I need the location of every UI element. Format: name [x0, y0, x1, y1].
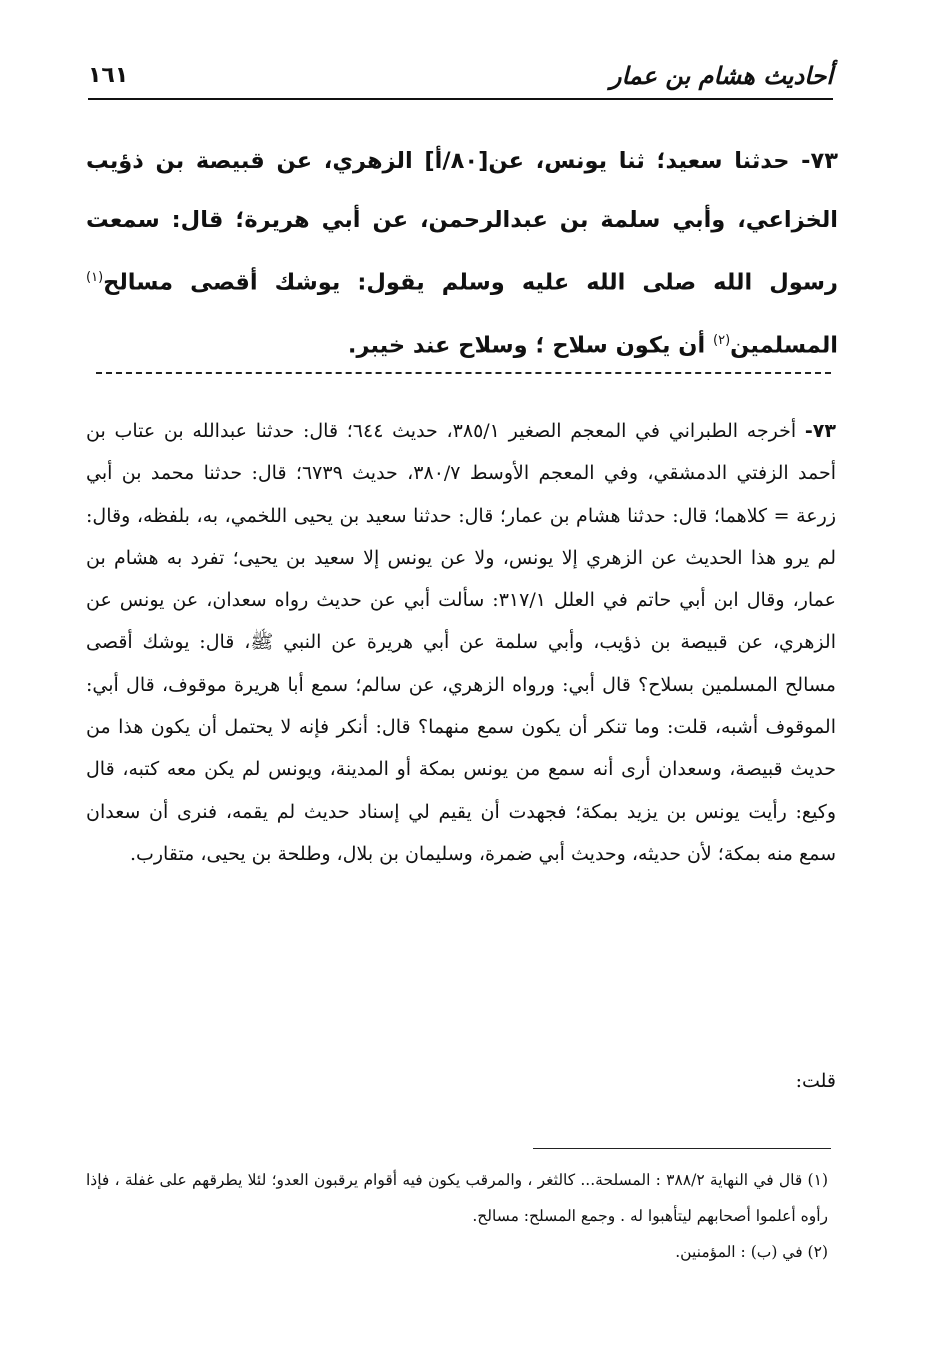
footnote-ref-1: (١) [86, 270, 104, 285]
commentary-closing: قلت: [795, 1070, 836, 1092]
footnote-2: (٢) في (ب) : المؤمنين. [675, 1243, 828, 1261]
commentary-body: أخرجه الطبراني في المعجم الصغير ٣٨٥/١، حديث ٦٤٤؛ قال: حدثنا عبدالله بن عتاب بن أحمد الزفتي الدمشقي، وفي المعجم الأوسط ٣٨٠/٧، حديث ٦٧٣٩؛ قال: حدثنا محمد بن أبي زرعة = كلاهما؛ قال: حدثنا هشام بن عمار؛ قال: حدثنا سعيد بن يحيى اللخمي، به، بلفظه، وقال: لم يرو هذا الحديث عن الزهري إلا يونس، ولا عن يونس إلا سعيد بن يحيى؛ تفرد به هشام بن عمار، وقال ابن أبي حاتم في العلل ٣١٧/١: سألت أبي عن حديث رواه سعدان، عن يونس عن الزهري، عن قبيصة بن ذؤيب، وأبي سلمة عن أبي هريرة عن النبي ﷺ، قال: يوشك أقصى مسالح المسلمين بسلاح؟ قال أبي: ورواه الزهري، عن سالم؛ سمع أبا هريرة موقوف، قال أبي: الموقوف أشبه، قلت: وما تنكر أن يكون سمع منهما؟ قال: أنكر فإنه لا يحتمل أن يكون هذا من حديث قبيصة، وسعدان أرى أنه سمع من يونس بمكة أو المدينة، ويونس لم يكن معه كتبه، قال وكيع: رأيت يونس بن يزيد بمكة؛ فجهدت أن يقيم لي إسناد حديث لم يقمه، فنرى أن سعدان سمع منه بمكة؛ لأن حديثه، وحديث أبي ضمرة، وسليمان بن بلال، وطلحة بن يحيى، متقارب. [86, 420, 837, 865]
running-title: أحاديث هشام بن عمار [609, 62, 833, 90]
commentary-number: ٧٣- [804, 420, 836, 442]
hadith-text-part-2: أن يكون سلاح ؛ وسلاح عند خيبر. [347, 332, 714, 359]
footnote-separator [533, 1148, 831, 1149]
takhrij-commentary [86, 410, 836, 875]
hadith-word-muslimin: المسلمين [730, 332, 838, 359]
hadith-text [86, 132, 838, 375]
footnote-ref-2: (٢) [713, 333, 731, 348]
footnotes [86, 1162, 828, 1270]
page-header [88, 54, 833, 100]
page-number: ١٦١ [88, 63, 129, 88]
footnote-1: (١) قال في النهاية ٣٨٨/٢ : المسلحة... كالثغر ، والمرقب يكون فيه أقوام يرقبون العدو؛ لئلا يطرقهم على غفلة ، فإذا رأوه أعلموا أصحابهم ليتأهبوا له . وجمع المسلح: مسالح. [86, 1171, 828, 1225]
hadith-text-part-1: ٧٣- حدثنا سعيد؛ ثنا يونس، عن[٨٠/أ] الزهري، عن قبيصة بن ذؤيب الخزاعي، وأبي سلمة بن عبدالرحمن، عن أبي هريرة؛ قال: سمعت رسول الله صلى الله عليه وسلم يقول: يوشك أقصى مسالح [86, 148, 838, 296]
dashed-separator [96, 372, 831, 374]
